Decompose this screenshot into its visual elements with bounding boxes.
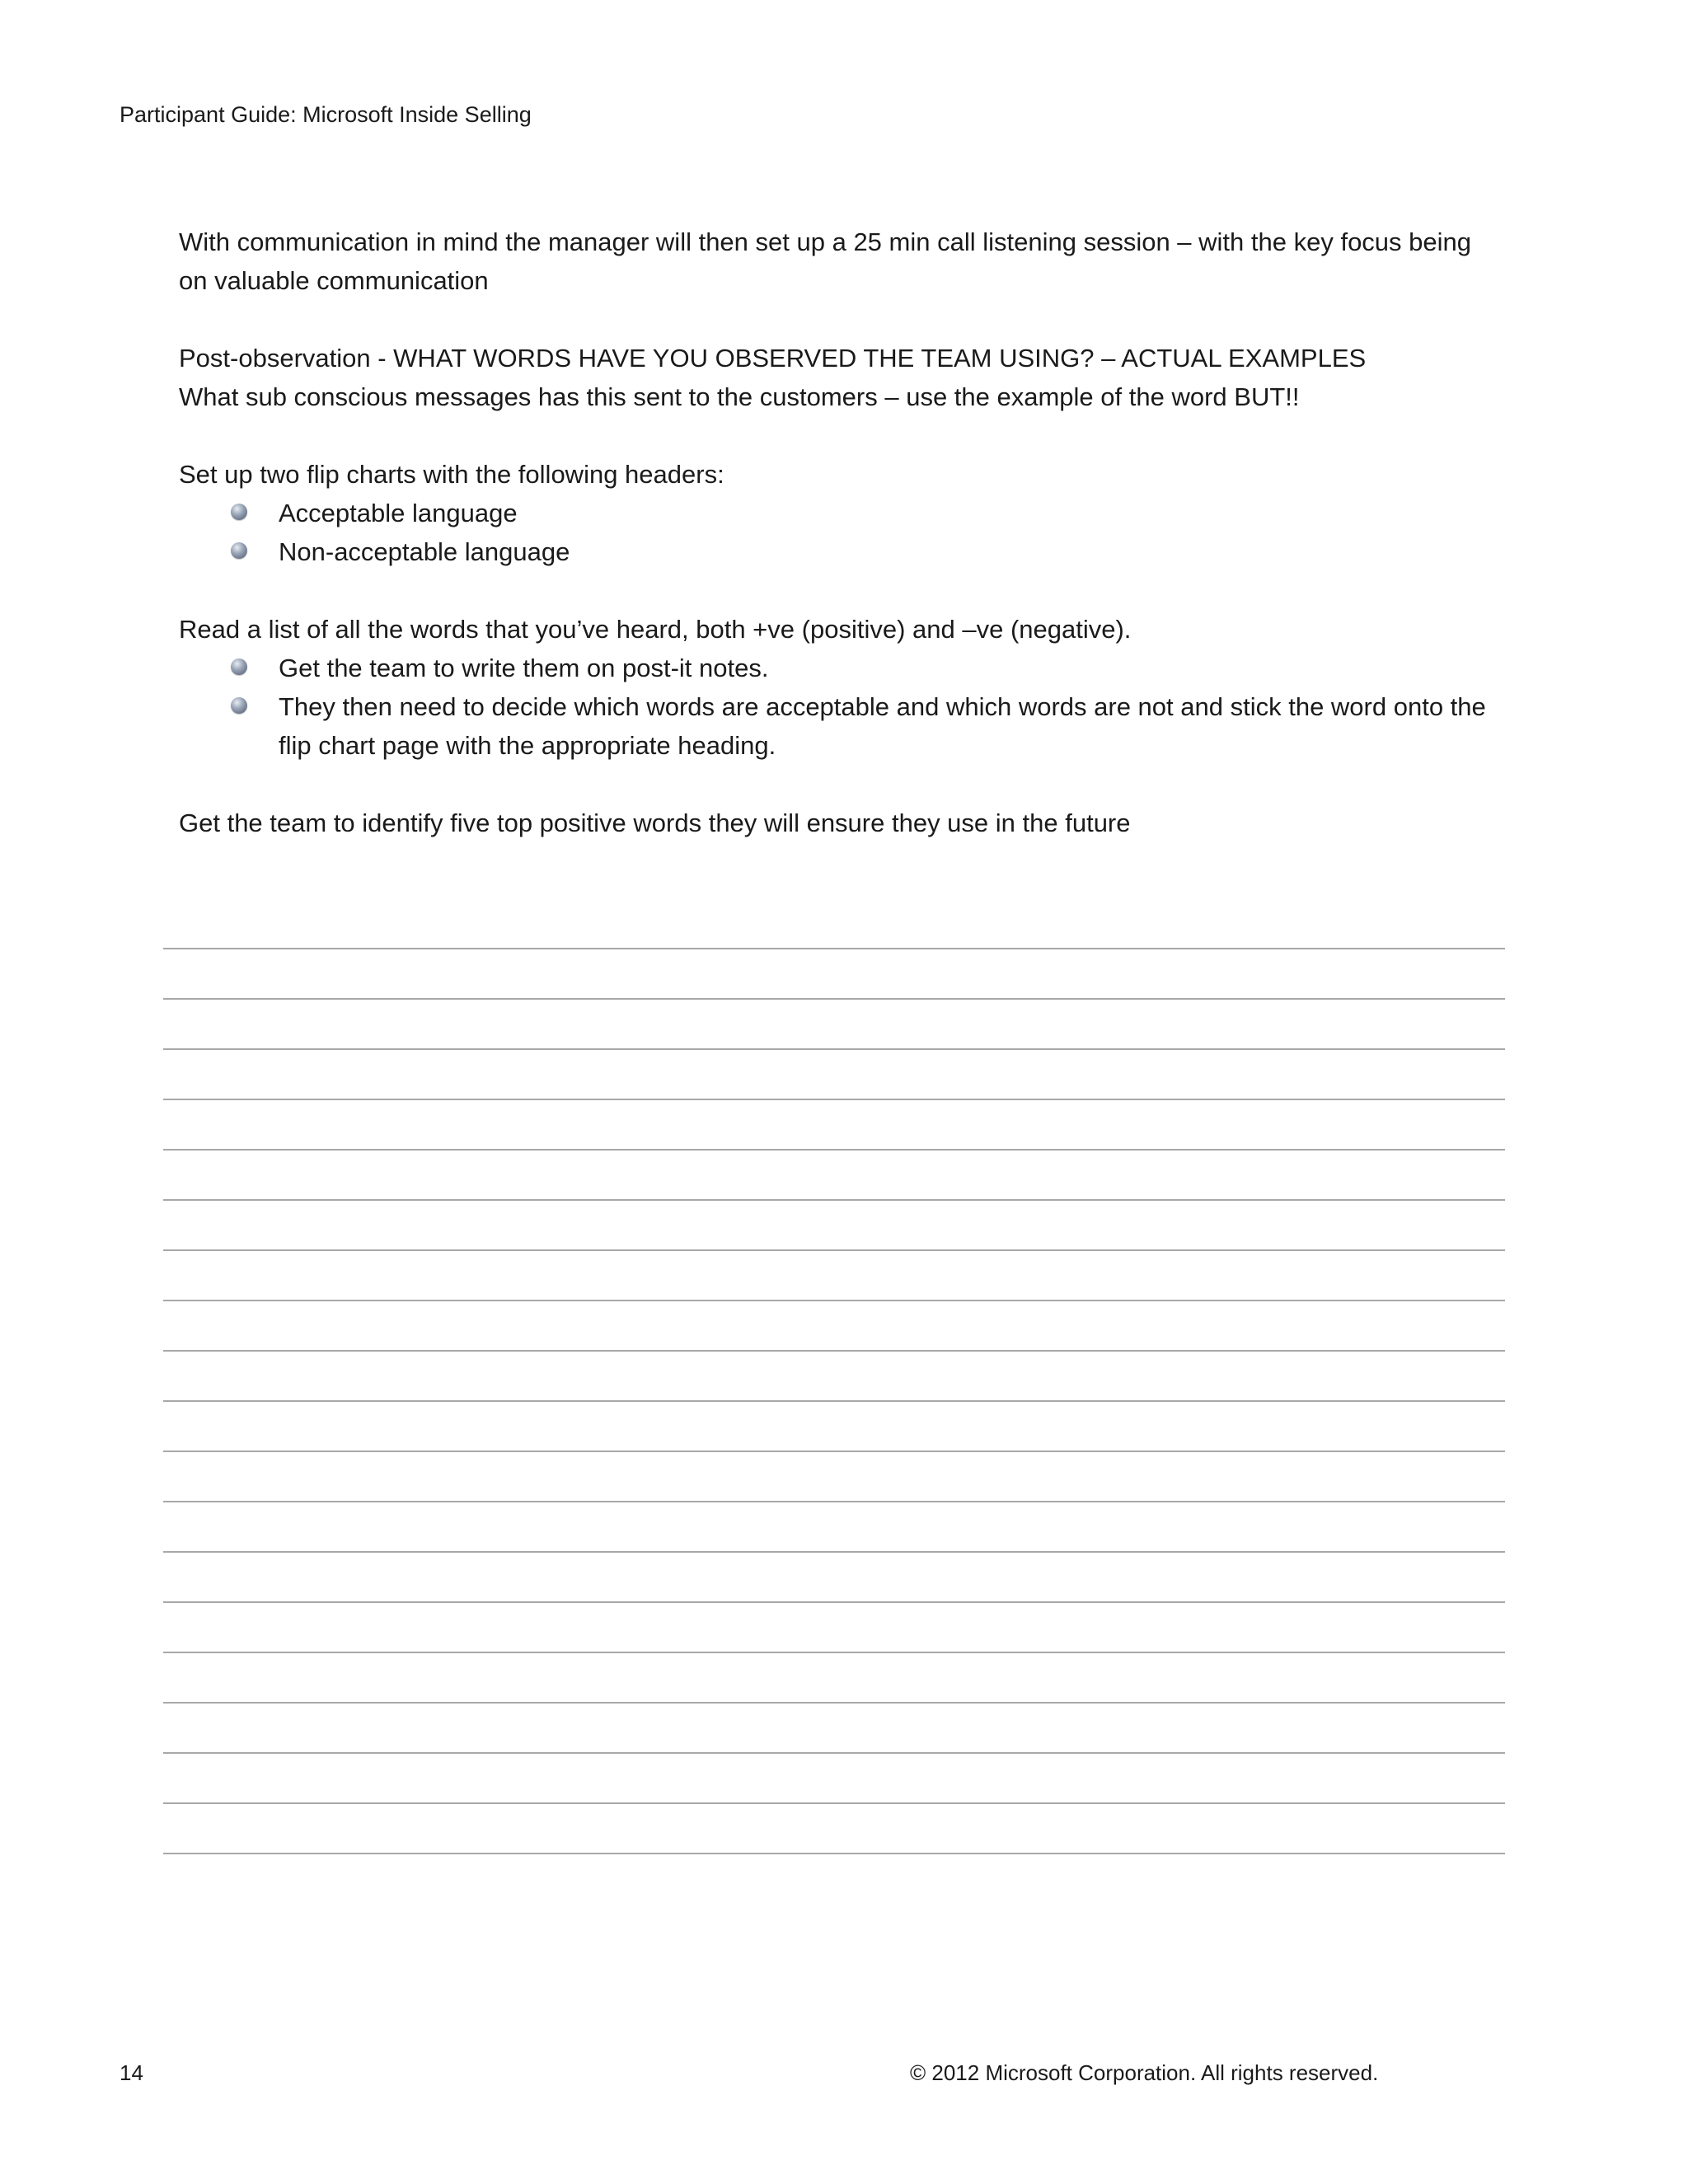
list-item [179, 687, 1498, 765]
list-item-text: Acceptable language [279, 499, 518, 527]
page-number: 14 [120, 2060, 143, 2085]
flip-charts-intro: Set up two flip charts with the following headers: [179, 460, 724, 489]
spacer [179, 416, 1498, 455]
note-line [163, 1000, 1505, 1050]
note-line [163, 1301, 1505, 1352]
post-observation-heading: Post-observation - WHAT WORDS HAVE YOU OBSERVED THE TEAM USING? – ACTUAL EXAMPLES [179, 344, 1367, 373]
note-line [163, 1704, 1505, 1754]
intro-paragraph: With communication in mind the manager will then set up a 25 min call listening session – with the key focus being on valuable communication [179, 227, 1472, 295]
note-line [163, 1201, 1505, 1251]
closing-paragraph: Get the team to identify five top positive words they will ensure they use in the future [179, 808, 1131, 837]
note-line [163, 1804, 1505, 1854]
round-bullet-icon [231, 658, 247, 675]
words-intro: Read a list of all the words that you’ve heard, both +ve (positive) and –ve (negative). [179, 615, 1132, 644]
list-item-text: Non-acceptable language [279, 537, 570, 566]
note-line [163, 1603, 1505, 1653]
round-bullet-icon [231, 697, 247, 714]
flip-chart-headers-list [179, 494, 1498, 571]
note-line [163, 1502, 1505, 1553]
spacer [179, 765, 1498, 804]
round-bullet-icon [231, 542, 247, 559]
note-line [163, 1100, 1505, 1151]
note-line [163, 1553, 1505, 1603]
note-line [163, 1402, 1505, 1452]
copyright-notice: © 2012 Microsoft Corporation. All rights reserved. [910, 2060, 1379, 2085]
note-line [163, 1251, 1505, 1301]
spacer [179, 571, 1498, 610]
note-line [163, 1151, 1505, 1201]
note-line [163, 1754, 1505, 1804]
list-item-text: They then need to decide which words are acceptable and which words are not and stick the word onto the flip chart page with the appropriate heading. [279, 692, 1486, 760]
note-line [163, 1050, 1505, 1100]
list-item [179, 649, 1498, 687]
note-line [163, 949, 1505, 1000]
running-header: Participant Guide: Microsoft Inside Selling [120, 102, 532, 127]
body-content [179, 223, 1498, 842]
list-item-text: Get the team to write them on post-it notes. [279, 654, 769, 682]
post-observation-question: What sub conscious messages has this sent to the customers – use the example of the word BUT!! [179, 382, 1300, 411]
spacer [179, 300, 1498, 339]
round-bullet-icon [231, 504, 247, 520]
list-item [179, 494, 1498, 532]
note-line [163, 1653, 1505, 1704]
words-steps-list [179, 649, 1498, 765]
note-line [163, 1452, 1505, 1502]
list-item [179, 532, 1498, 571]
note-line [163, 1352, 1505, 1402]
notes-ruled-lines [163, 948, 1505, 1854]
